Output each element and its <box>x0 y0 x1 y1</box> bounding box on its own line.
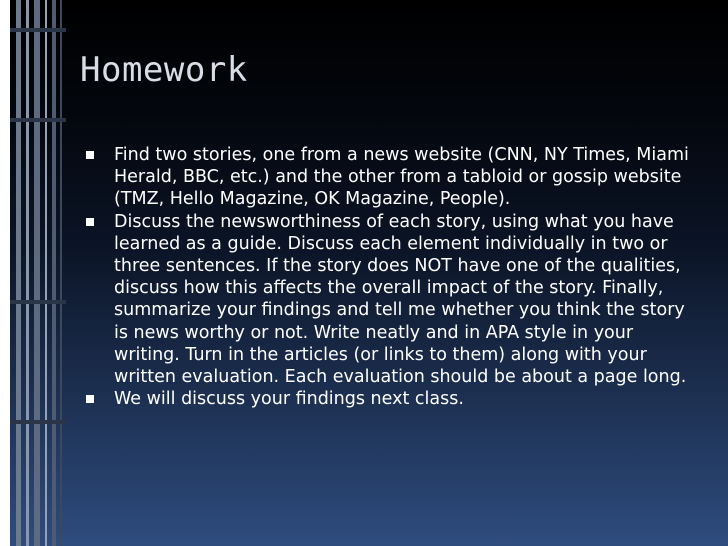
decorative-stripe <box>10 420 66 424</box>
slide-title: Homework <box>80 50 248 90</box>
bullet-square-icon <box>86 395 94 403</box>
bullet-list <box>86 144 696 410</box>
bullet-text: Find two stories, one from a news website (CNN, NY Times, Miami Herald, BBC, etc.) and the other from a tabloid or gossip website (TMZ, Hello Magazine, OK Magazine, People). <box>114 145 689 210</box>
decorative-stripe <box>10 300 66 304</box>
decorative-stripes <box>0 0 68 546</box>
decorative-stripe <box>45 0 47 546</box>
decorative-stripe <box>26 0 29 546</box>
decorative-stripe <box>16 0 21 546</box>
decorative-stripe <box>52 0 56 546</box>
bullet-item <box>86 211 696 389</box>
bullet-text: We will discuss your findings next class. <box>114 389 464 410</box>
bullet-item <box>86 144 696 211</box>
bullet-item <box>86 388 696 410</box>
decorative-stripe <box>34 0 40 546</box>
bullet-square-icon <box>86 151 94 159</box>
bullet-text: Discuss the newsworthiness of each story, using what you have learned as a guide. Discuss each element individually in two or three sentences. If the story does NOT have one of the qualities, discuss how this affects the overall impact of the story. Finally, summarize your findings and tell me whether you think the story is news worthy or not. Write neatly and in APA style in your writing. Turn in the articles (or links to them) along with your written evaluation. Each evaluation should be about a page long. <box>114 211 687 388</box>
decorative-stripe <box>10 118 66 122</box>
decorative-stripe <box>60 0 62 546</box>
bullet-square-icon <box>86 218 94 226</box>
decorative-stripe <box>10 28 66 32</box>
